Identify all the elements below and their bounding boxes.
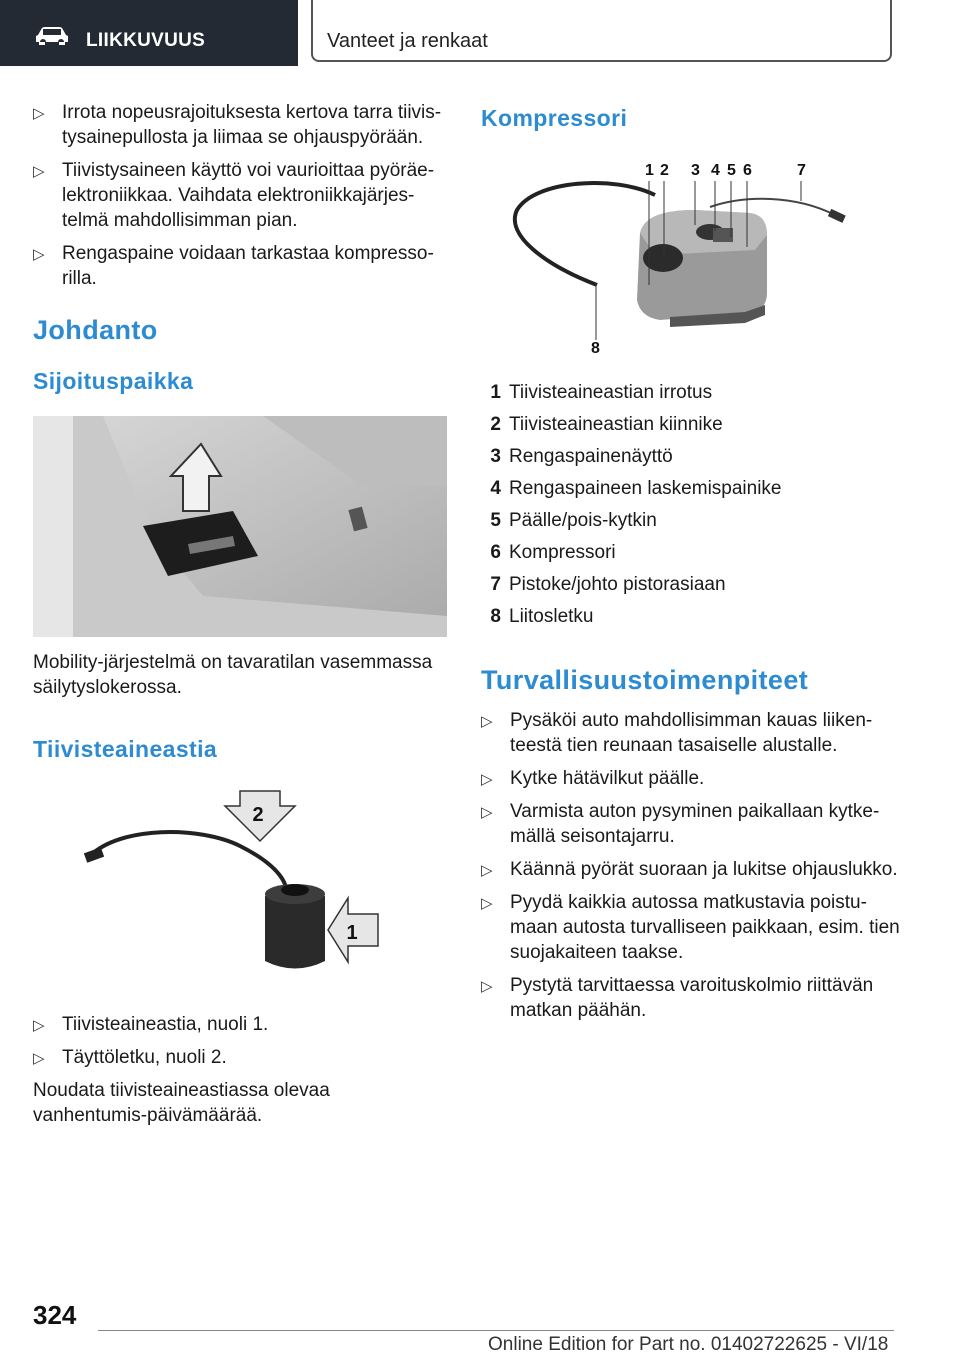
heading-tiivisteaineastia: Tiivisteaineastia bbox=[33, 736, 218, 762]
list-item: ▷ Pyydä kaikkia autossa matkustavia poistu-maan autosta turvalliseen paikkaan, esim. tien suojakaiteen taakse. bbox=[481, 892, 900, 963]
figure-callout: 2 bbox=[252, 804, 264, 826]
bullet-triangle-icon: ▷ bbox=[33, 1017, 45, 1034]
bullet-triangle-icon: ▷ bbox=[481, 804, 493, 821]
bullet-triangle-icon: ▷ bbox=[481, 862, 493, 879]
trunk-storage-photo bbox=[33, 416, 447, 637]
list-item: ▷ Pysäköi auto mahdollisimman kauas liiken-teestä tien reunaan tasaiselle alustalle. bbox=[481, 710, 873, 756]
list-item: ▷ Rengaspaine voidaan tarkastaa kompresso-rilla. bbox=[33, 243, 434, 289]
list-item: ▷ Käännä pyörät suoraan ja lukitse ohjauslukko. bbox=[481, 857, 906, 882]
sijoitus-text: Mobility-järjestelmä on tavaratilan vasemmassa säilytyslokerossa. bbox=[33, 652, 433, 698]
list-item: ▷ Tiivisteaineastia, nuoli 1. bbox=[33, 1012, 448, 1037]
legend-item: 8 Liitosletku bbox=[490, 606, 594, 627]
figure-callout: 8 bbox=[591, 340, 600, 357]
legend-item: 7 Pistoke/johto pistorasiaan bbox=[490, 574, 726, 595]
figure-callout: 3 bbox=[691, 162, 700, 179]
legend-item: 1 Tiivisteaineastian irrotus bbox=[490, 382, 713, 403]
turva-bullet-list bbox=[481, 708, 906, 1031]
intro-bullet-list bbox=[33, 100, 448, 291]
bullet-triangle-icon: ▷ bbox=[481, 895, 493, 912]
heading-turvallisuustoimenpiteet: Turvallisuustoimenpiteet bbox=[481, 665, 809, 695]
bullet-triangle-icon: ▷ bbox=[33, 246, 45, 263]
figure-callout: 1 bbox=[346, 922, 358, 944]
figure-callout: 7 bbox=[797, 162, 806, 179]
list-item: ▷ Irrota nopeusrajoituksesta kertova tarra tiivis-tysainepullosta ja liimaa se ohjauspyörään. bbox=[33, 102, 442, 148]
legend-item: 2 Tiivisteaineastian kiinnike bbox=[490, 414, 723, 435]
kompressori-legend bbox=[481, 380, 911, 636]
figure-callout: 2 bbox=[660, 162, 669, 179]
section-label: LIIKKUVUUS bbox=[86, 30, 206, 51]
list-item: ▷ Varmista auton pysyminen paikallaan kytke-mällä seisontajarru. bbox=[481, 801, 880, 847]
bullet-triangle-icon: ▷ bbox=[481, 713, 493, 730]
heading-kompressori: Kompressori bbox=[481, 105, 628, 131]
figure-callout: 1 bbox=[645, 162, 654, 179]
figure-callout: 4 bbox=[711, 162, 720, 179]
list-item: ▷ Pystytä tarvittaessa varoituskolmio riittävän matkan päähän. bbox=[481, 975, 874, 1021]
legend-item: 6 Kompressori bbox=[490, 542, 616, 563]
footer-divider bbox=[98, 1330, 894, 1331]
sealant-bottle-figure bbox=[80, 786, 390, 981]
edition-text: Online Edition for Part no. 01402722625 - VI/18 bbox=[488, 1334, 889, 1355]
chapter-title: Vanteet ja renkaat bbox=[327, 30, 488, 52]
car-icon bbox=[34, 26, 70, 46]
chapter-tab[interactable] bbox=[311, 0, 892, 62]
bullet-triangle-icon: ▷ bbox=[481, 771, 493, 788]
tiiviste-text: Noudata tiivisteaineastiassa olevaa vanhentumis-päivämäärää. bbox=[33, 1080, 330, 1126]
legend-item: 5 Päälle/pois-kytkin bbox=[490, 510, 657, 531]
bullet-triangle-icon: ▷ bbox=[33, 105, 45, 122]
section-tab[interactable] bbox=[0, 0, 298, 66]
page-number: 324 bbox=[33, 1300, 77, 1330]
list-item: ▷ Kytke hätävilkut päälle. bbox=[481, 766, 906, 791]
figure-callout: 5 bbox=[727, 162, 736, 179]
legend-item: 4 Rengaspaineen laskemispainike bbox=[490, 478, 782, 499]
left-column bbox=[33, 100, 448, 395]
bullet-triangle-icon: ▷ bbox=[33, 1050, 45, 1067]
heading-sijoituspaikka: Sijoituspaikka bbox=[33, 368, 194, 394]
bullet-triangle-icon: ▷ bbox=[33, 163, 45, 180]
heading-johdanto: Johdanto bbox=[33, 315, 158, 345]
figure-callout: 6 bbox=[743, 162, 752, 179]
compressor-figure bbox=[505, 155, 855, 360]
legend-item: 3 Rengaspainenäyttö bbox=[490, 446, 673, 467]
bullet-triangle-icon: ▷ bbox=[481, 978, 493, 995]
list-item: ▷ Täyttöletku, nuoli 2. bbox=[33, 1045, 448, 1070]
list-item: ▷ Tiivistysaineen käyttö voi vaurioittaa pyöräe-lektroniikkaa. Vaihdata elektroniikkajärjes-telmä mahdollisimman pian. bbox=[33, 160, 435, 231]
tiiviste-bullet-list bbox=[33, 1012, 448, 1128]
